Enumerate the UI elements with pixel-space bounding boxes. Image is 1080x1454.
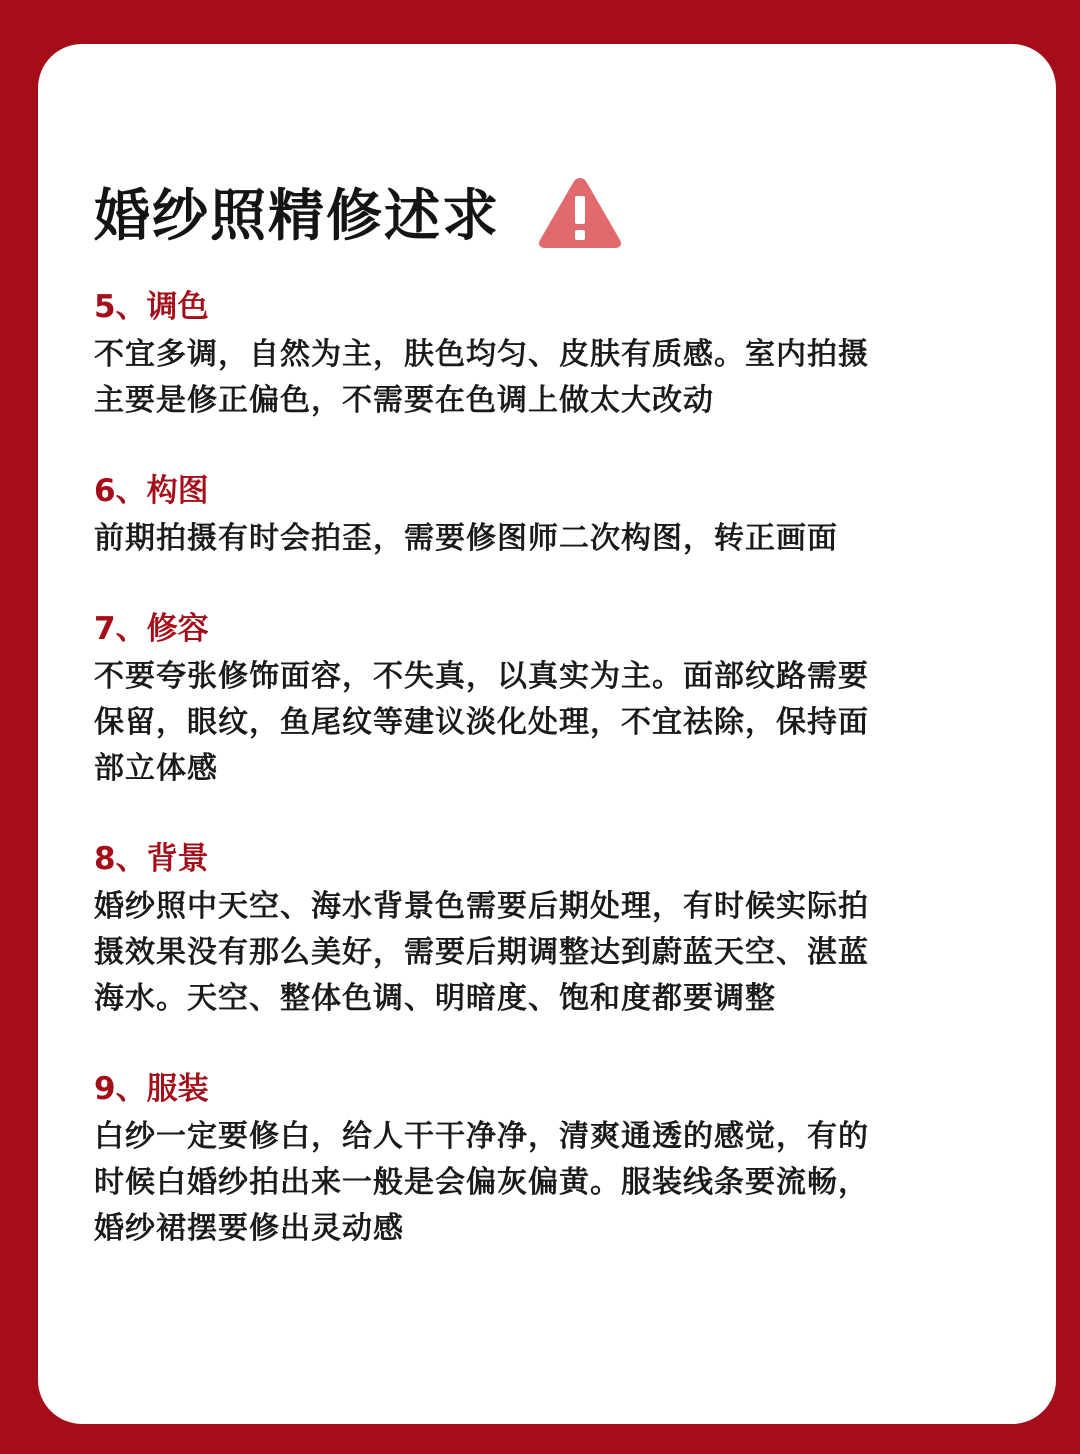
body-line: 婚纱照中天空、海水背景色需要后期处理，有时候实际拍 [94,889,869,924]
section-background [94,838,994,1022]
section-body [94,654,994,792]
section-heading: 7、修容 [94,611,209,647]
section-body [94,1114,994,1252]
section-heading: 5、调色 [94,289,209,325]
section-body [94,332,994,424]
body-line: 主要是修正偏色，不需要在色调上做太大改动 [94,383,714,418]
content-card [38,44,1056,1424]
section-color-grading [94,286,994,424]
body-line: 不宜多调，自然为主，肤色均匀、皮肤有质感。室内拍摄 [94,337,869,372]
section-heading: 8、背景 [94,841,209,877]
section-body [94,884,994,1022]
body-line: 白纱一定要修白，给人干干净净，清爽通透的感觉，有的 [94,1119,869,1154]
section-heading: 6、构图 [94,473,209,509]
body-line: 保留，眼纹，鱼尾纹等建议淡化处理，不宜祛除，保持面 [94,705,869,740]
body-line: 摄效果没有那么美好，需要后期调整达到蔚蓝天空、湛蓝 [94,935,869,970]
body-line: 时候白婚纱拍出来一般是会偏灰偏黄。服装线条要流畅， [94,1165,869,1200]
body-line: 海水。天空、整体色调、明暗度、饱和度都要调整 [94,981,776,1016]
title-row [94,172,624,252]
section-retouching [94,608,994,792]
body-line: 前期拍摄有时会拍歪，需要修图师二次构图，转正画面 [94,521,838,556]
page-title: 婚纱照精修述求 [94,184,500,249]
section-clothing [94,1068,994,1252]
section-body [94,516,994,562]
warning-triangle-icon [536,174,624,250]
body-line: 婚纱裙摆要修出灵动感 [94,1211,404,1246]
body-line: 不要夸张修饰面容，不失真，以真实为主。面部纹路需要 [94,659,869,694]
body-line: 部立体感 [94,751,218,786]
section-composition [94,470,994,562]
section-heading: 9、服装 [94,1071,209,1107]
